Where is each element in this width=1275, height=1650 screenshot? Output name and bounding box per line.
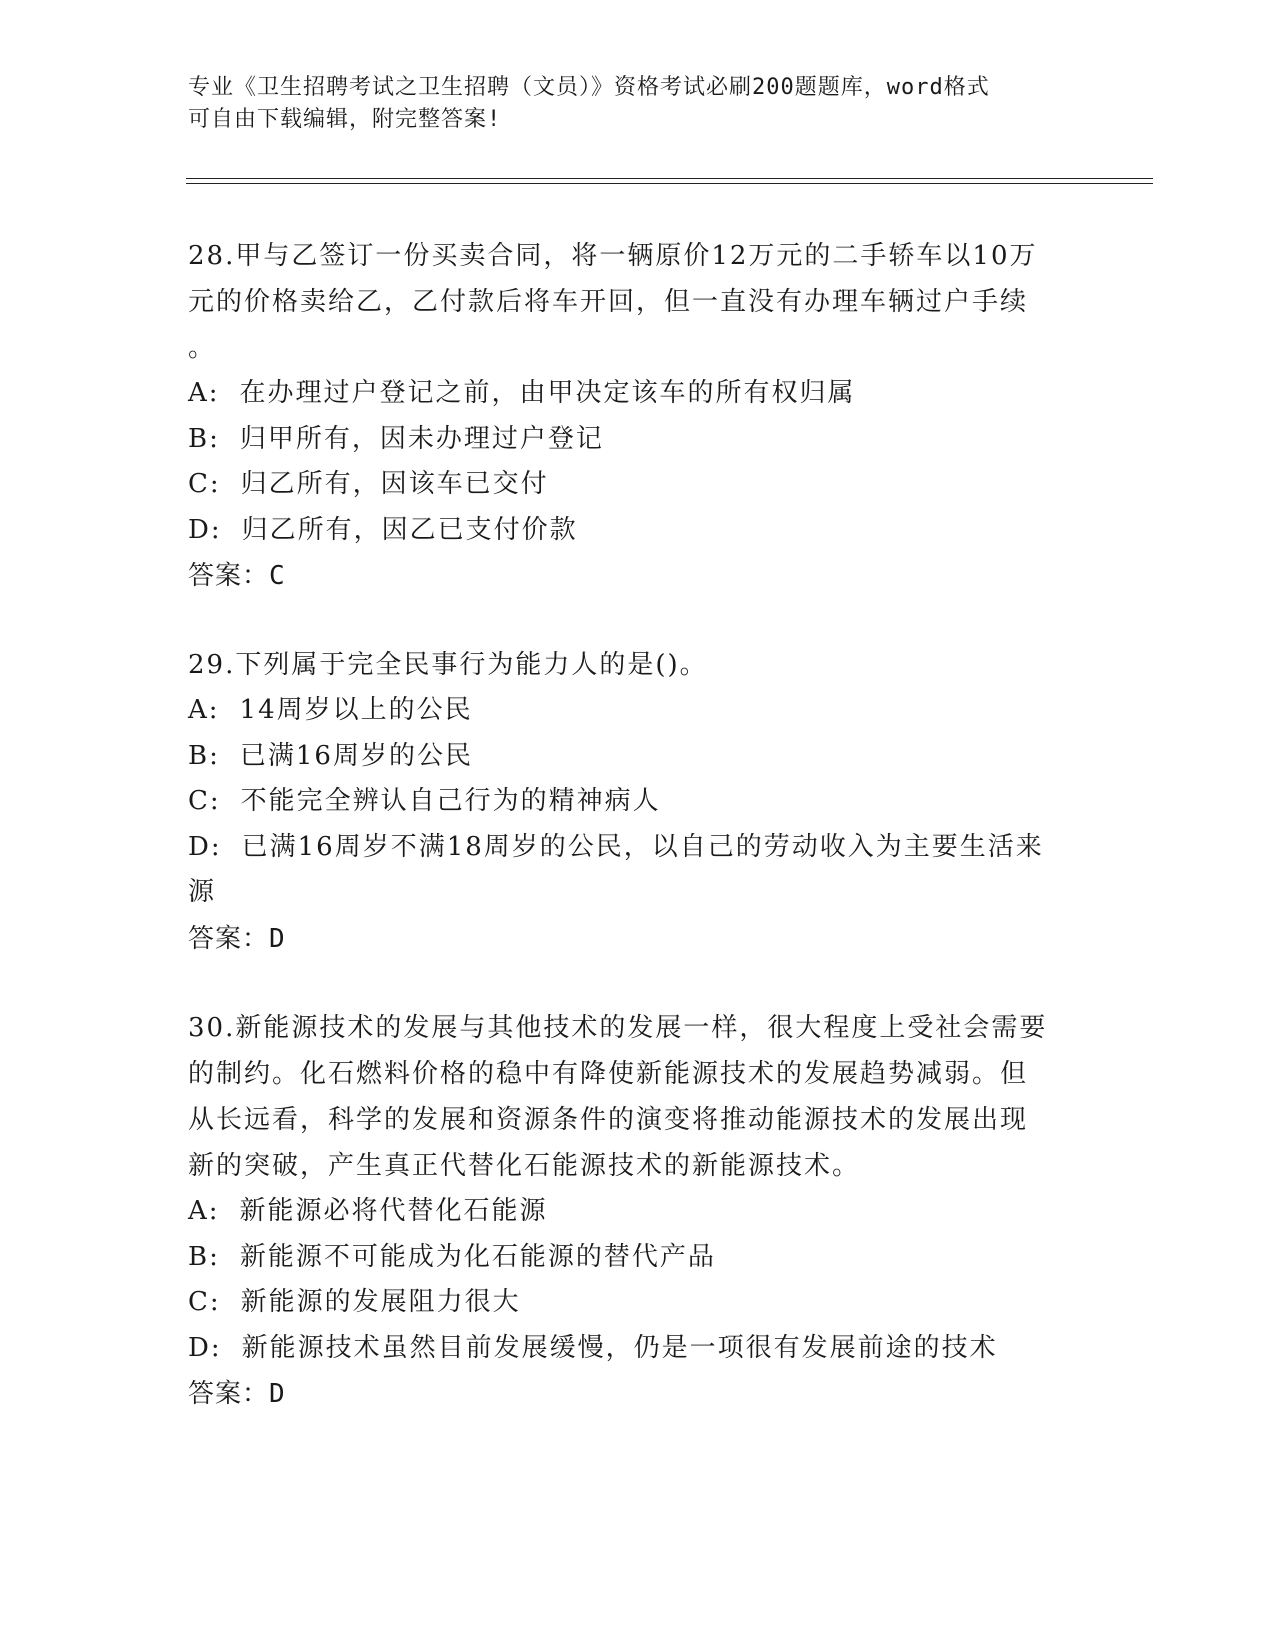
option-key: B: bbox=[188, 423, 220, 454]
option-text: 14周岁以上的公民 bbox=[239, 695, 473, 725]
option-key: B: bbox=[188, 1241, 220, 1272]
option-text: 归甲所有，因未办理过户登记 bbox=[239, 423, 604, 454]
question-29 bbox=[188, 642, 1088, 962]
header-line-2: 可自由下载编辑，附完整答案! bbox=[188, 107, 502, 132]
option-text: 已满16周岁不满18周岁的公民，以自己的劳动收入为主要生活来 bbox=[241, 831, 1044, 862]
option-text: 源 bbox=[188, 877, 217, 907]
option-text: 新能源的发展阻力很大 bbox=[240, 1287, 521, 1317]
question-stem-line: 新的突破，产生真正代替化石能源技术的新能源技术。 bbox=[188, 1151, 861, 1181]
option-d bbox=[188, 1326, 1088, 1372]
question-28 bbox=[188, 233, 1088, 599]
option-key: C: bbox=[188, 786, 221, 816]
option-c bbox=[188, 462, 1088, 508]
option-text: 新能源必将代替化石能源 bbox=[239, 1196, 548, 1226]
option-text: 新能源不可能成为化石能源的替代产品 bbox=[239, 1241, 716, 1272]
option-c bbox=[188, 1280, 1088, 1326]
question-stem bbox=[188, 233, 1088, 371]
question-stem-line: 元的价格卖给乙，乙付款后将车开回，但一直没有办理车辆过户手续 bbox=[188, 287, 1029, 317]
question-stem-line: 。 bbox=[188, 333, 217, 363]
answer-label: 答案：C bbox=[188, 561, 286, 591]
question-stem-line: 的制约。化石燃料价格的稳中有降使新能源技术的发展趋势减弱。但 bbox=[188, 1059, 1029, 1089]
option-key: B: bbox=[188, 740, 220, 771]
question-stem-line: 30.新能源技术的发展与其他技术的发展一样，很大程度上受社会需要 bbox=[188, 1013, 1048, 1043]
option-text: 不能完全辨认自己行为的精神病人 bbox=[240, 786, 661, 816]
option-key: C: bbox=[188, 469, 221, 499]
option-b bbox=[188, 1235, 1088, 1281]
option-key: A: bbox=[188, 1196, 220, 1226]
option-text: 新能源技术虽然目前发展缓慢，仍是一项很有发展前途的技术 bbox=[241, 1332, 998, 1363]
option-text: 在办理过户登记之前，由甲决定该车的所有权归属 bbox=[239, 378, 856, 408]
answer-label: 答案：D bbox=[188, 923, 286, 954]
option-key: D: bbox=[188, 831, 222, 862]
header-line-1: 专业《卫生招聘考试之卫生招聘（文员）》资格考试必刷200题题库，word格式 bbox=[188, 75, 990, 100]
option-b bbox=[188, 417, 1088, 463]
header-divider-top bbox=[186, 178, 1153, 179]
question-stem-line: 29.下列属于完全民事行为能力人的是()。 bbox=[188, 650, 708, 680]
option-key: C: bbox=[188, 1287, 221, 1317]
option-key: A: bbox=[188, 378, 220, 408]
question-stem-line: 从长远看，科学的发展和资源条件的演变将推动能源技术的发展出现 bbox=[188, 1105, 1029, 1135]
option-key: D: bbox=[188, 514, 222, 545]
document-header bbox=[188, 72, 1078, 136]
question-stem bbox=[188, 1005, 1088, 1189]
option-d bbox=[188, 508, 1088, 554]
option-b bbox=[188, 734, 1088, 780]
option-c bbox=[188, 779, 1088, 825]
option-d bbox=[188, 825, 1088, 871]
question-stem bbox=[188, 642, 1088, 688]
option-text: 已满16周岁的公民 bbox=[239, 740, 473, 771]
option-text: 归乙所有，因乙已支付价款 bbox=[241, 514, 578, 545]
option-key: D: bbox=[188, 1332, 222, 1363]
option-a bbox=[188, 371, 1088, 417]
option-a bbox=[188, 688, 1088, 734]
option-a bbox=[188, 1189, 1088, 1235]
question-stem-line: 28.甲与乙签订一份买卖合同，将一辆原价12万元的二手轿车以10万 bbox=[188, 241, 1038, 271]
header-divider-bottom bbox=[186, 183, 1153, 184]
option-key: A: bbox=[188, 695, 220, 725]
question-30 bbox=[188, 1005, 1088, 1417]
answer-label: 答案：D bbox=[188, 1379, 286, 1409]
option-text: 归乙所有，因该车已交付 bbox=[240, 469, 549, 499]
option-d-continuation bbox=[188, 870, 1088, 916]
